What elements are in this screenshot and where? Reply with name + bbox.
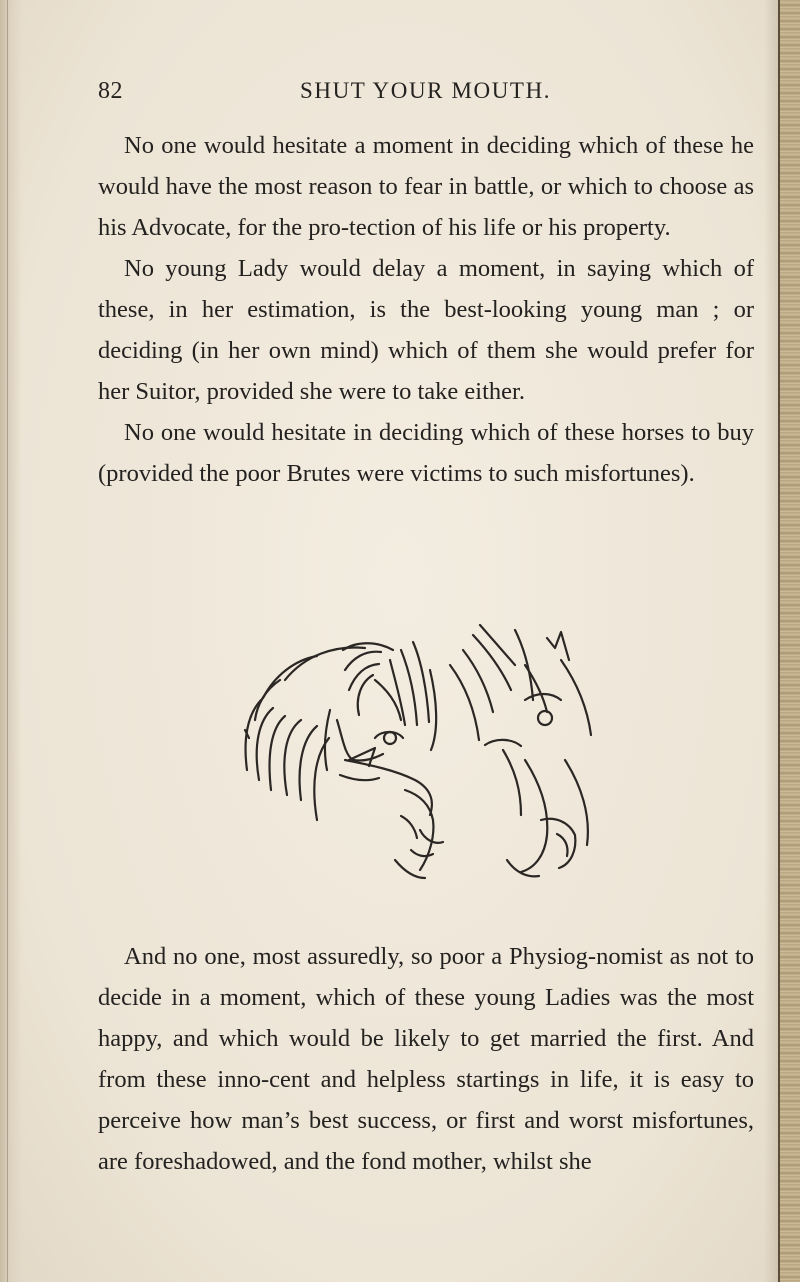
paragraph: No one would hesitate in deciding which of these horses to buy (provided the poor Brutes were victims to such misfortunes). bbox=[98, 419, 754, 487]
binding-shadow bbox=[0, 0, 22, 1282]
right-horse-drawing bbox=[450, 625, 591, 876]
horse-heads-engraving-icon bbox=[225, 620, 645, 895]
text-block-top bbox=[98, 125, 754, 494]
left-horse-drawing bbox=[246, 647, 383, 820]
page-stack-edge bbox=[778, 0, 800, 1282]
page-number: 82 bbox=[98, 78, 123, 104]
text-block-bottom bbox=[98, 936, 754, 1182]
page-header bbox=[0, 78, 800, 118]
running-title: SHUT YOUR MOUTH. bbox=[300, 78, 552, 103]
binding-line bbox=[7, 0, 8, 1282]
page-edge-shade bbox=[764, 0, 778, 1282]
paragraph: No one would hesitate a moment in deciding which of these he would have the most reason to fear in battle, or which to choose as his Advocate, for the pro-tection of his life or his property. bbox=[98, 132, 754, 241]
paragraph: No young Lady would delay a moment, in saying which of these, in her estimation, is the best-looking young man ; or deciding (in her own mind) which of them she would prefer for her Suitor, provided she were to take either. bbox=[98, 255, 754, 405]
paragraph: And no one, most assuredly, so poor a Physiog-nomist as not to decide in a moment, which of these young Ladies was the most happy, and which would be likely to get married the first. And from these inno-cent and helpless startings in life, it is easy to perceive how man’s best success, or first and worst misfortunes, are foreshadowed, and the fond mother, whilst she bbox=[98, 943, 754, 1175]
horse-heads-figure bbox=[225, 620, 645, 895]
